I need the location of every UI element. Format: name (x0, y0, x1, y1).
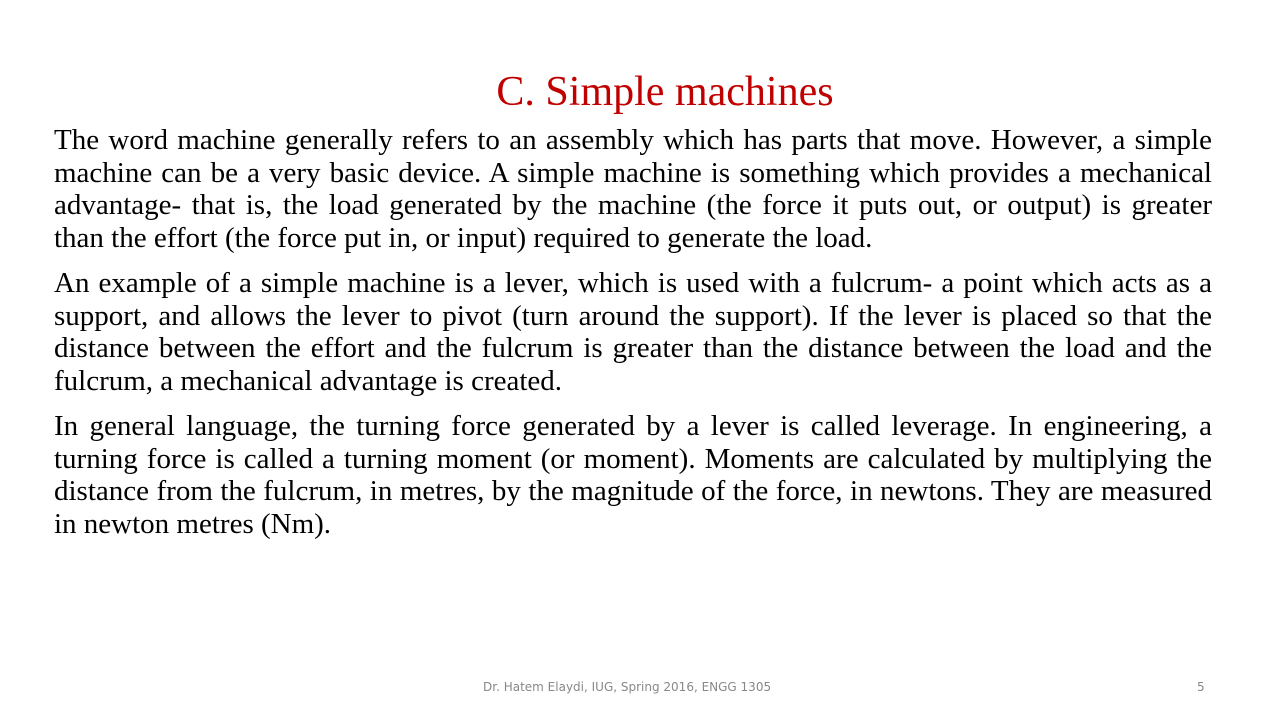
slide-title: C. Simple machines (496, 69, 834, 115)
footer-text: Dr. Hatem Elaydi, IUG, Spring 2016, ENGG 1305 (483, 680, 772, 694)
slide-body (54, 124, 1212, 553)
paragraph-machine-definition: The word machine generally refers to an assembly which has parts that move. However, a simple machine can be a very basic device. A simple machine is something which provides a mechanical advantage- that is, the load generated by the machine (the force it puts out, or output) is greater than the effort (the force put in, or input) required to generate the load. (54, 124, 1212, 254)
page-number: 5 (1197, 680, 1205, 694)
footer (0, 680, 1280, 700)
paragraph-lever-example: An example of a simple machine is a lever, which is used with a fulcrum- a point which acts as a support, and allows the lever to pivot (turn around the support). If the lever is placed so that the distance between the effort and the fulcrum is greater than the distance between the load and the fulcrum, a mechanical advantage is created. (54, 267, 1212, 397)
paragraph-moments: In general language, the turning force generated by a lever is called leverage. In engineering, a turning force is called a turning moment (or moment). Moments are calculated by multiplying the distance from the fulcrum, in metres, by the magnitude of the force, in newtons. They are measured in newton metres (Nm). (54, 410, 1212, 540)
